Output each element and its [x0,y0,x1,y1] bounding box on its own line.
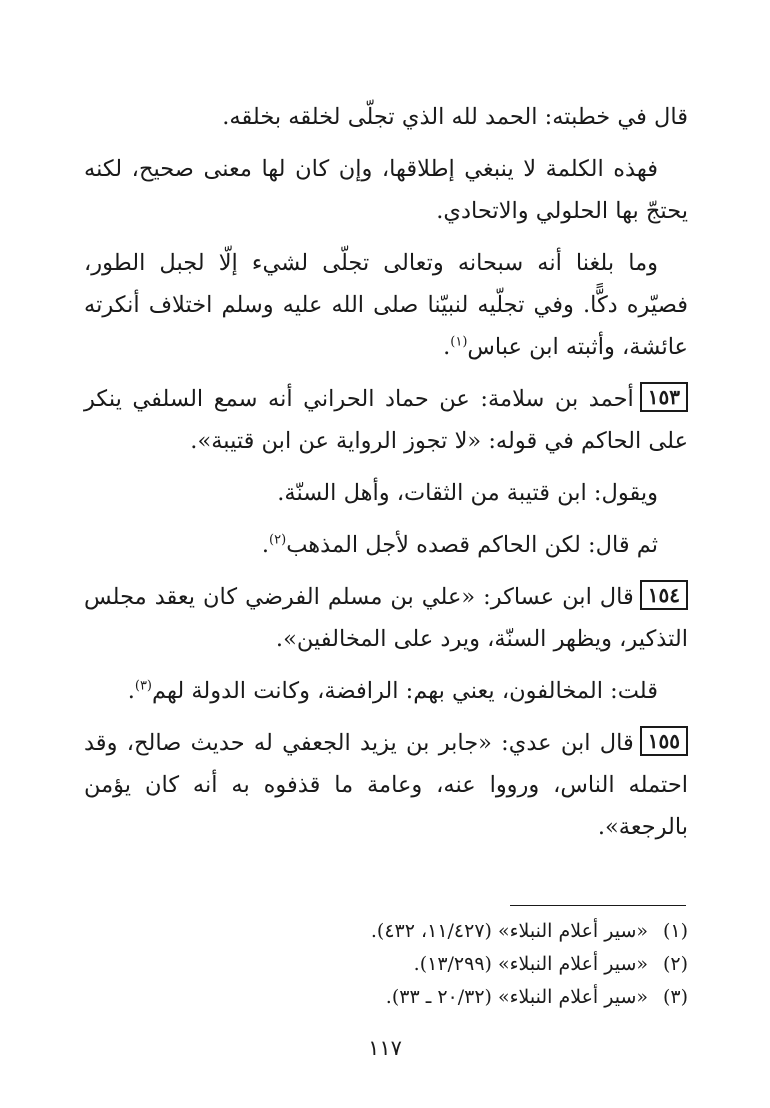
entry-number-154: ١٥٤ [640,580,688,610]
entry-154-text: قال ابن عساكر: «علي بن مسلم الفرضي كان يعقد مجلس التذكير، ويظهر السنّة، ويرد على المخالفين». [84,584,688,652]
entry-153-text: أحمد بن سلامة: عن حماد الحراني أنه سمع السلفي ينكر على الحاكم في قوله: «لا تجوز الرواية عن ابن قتيبة». [84,386,688,454]
footnote-ref-3: (٣) [134,678,152,694]
entry-154-comment-text: قلت: المخالفون، يعني بهم: الرافضة، وكانت الدولة لهم [152,678,658,704]
main-text [84,96,688,858]
period: . [127,678,135,704]
entry-154 [84,576,688,660]
footnote-1 [84,915,688,948]
footnote-2 [84,948,688,981]
footnote-text: «سير أعلام النبلاء» (١٣/٢٩٩). [413,953,648,975]
entry-154-comment [84,670,688,712]
page-number: ١١٧ [368,1036,402,1060]
footnote-text: «سير أعلام النبلاء» (١١/٤٢٧، ٤٣٢). [370,920,648,942]
entry-153-saying: ويقول: ابن قتيبة من الثقات، وأهل السنّة. [277,480,658,506]
paragraph-tajalli-text: وما بلغنا أنه سبحانه وتعالى تجلّى لشيء إلّا لجبل الطور، فصيّره دكًّا. وفي تجلّيه لنبيّنا صلى الله عليه وسلم اختلاف أنكرته عائشة، وأثبته ابن عباس [84,250,688,360]
entry-153-conclusion [84,524,688,566]
footnote-number: (٣) [662,986,688,1008]
entry-153 [84,378,688,462]
footnote-text: «سير أعلام النبلاء» (٢٠/٣٢ ـ ٣٣). [385,986,648,1008]
entry-number-155: ١٥٥ [640,726,688,756]
entry-155-text: قال ابن عدي: «جابر بن يزيد الجعفي له حديث صالح، وقد احتمله الناس، ورووا عنه، وعامة ما قذفوه به أنه كان يؤمن بالرجعة». [84,730,688,840]
paragraph-khutba: قال في خطبته: الحمد لله الذي تجلّى لخلقه بخلقه. [222,104,688,130]
entry-153-conclusion-text: ثم قال: لكن الحاكم قصده لأجل المذهب [286,532,658,558]
entry-155 [84,722,688,848]
period: . [261,532,270,558]
period: . [443,334,451,360]
entry-number-153: ١٥٣ [640,382,688,412]
footnote-number: (١) [662,920,688,942]
paragraph-comment: فهذه الكلمة لا ينبغي إطلاقها، وإن كان لها معنى صحيح، لكنه يحتجّ بها الحلولي والاتحادي. [84,156,688,224]
footnote-ref-2: (٢) [269,532,287,548]
footnote-divider [510,905,686,906]
footnote-number: (٢) [662,953,688,975]
footnote-ref-1: (١) [450,334,468,350]
paragraph-tajalli [84,242,688,368]
footnotes [84,915,688,1014]
footnote-3 [84,981,688,1014]
